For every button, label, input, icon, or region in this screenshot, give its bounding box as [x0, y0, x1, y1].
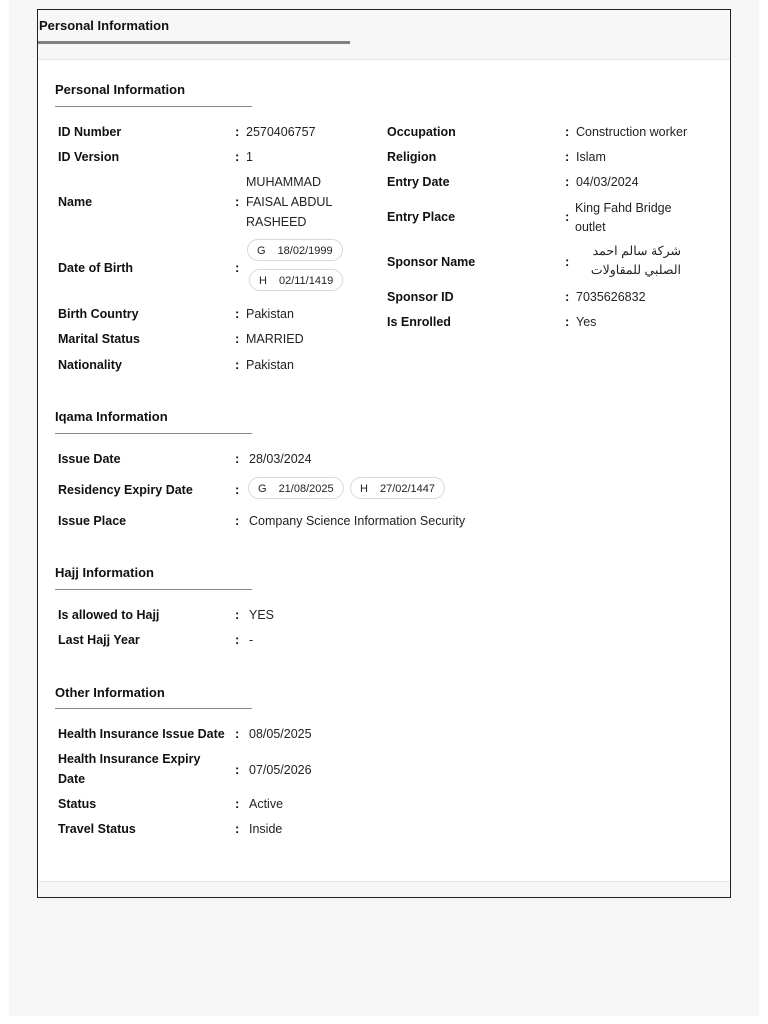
sponsor-id-label: Sponsor ID — [387, 290, 454, 304]
entry-place-label: Entry Place — [387, 210, 456, 224]
hijri-calendar-tag: H — [360, 483, 368, 495]
section-title-other: Other Information — [55, 685, 165, 700]
section-divider — [55, 708, 252, 709]
colon: : — [565, 124, 570, 139]
issue-date-value: 28/03/2024 — [249, 452, 312, 466]
id-version-label: ID Version — [58, 150, 120, 164]
colon: : — [235, 124, 240, 139]
health-insurance-expiry-date-label-line-1: Health Insurance Expiry — [58, 752, 201, 766]
dob-gregorian-badge — [247, 239, 343, 261]
colon: : — [235, 726, 240, 741]
name-value-line-3: RASHEED — [246, 215, 307, 229]
panel-footer — [38, 881, 730, 897]
marital-status-value: MARRIED — [246, 332, 304, 346]
colon: : — [235, 194, 240, 209]
id-number-value: 2570406757 — [246, 125, 316, 139]
entry-date-value: 04/03/2024 — [576, 175, 639, 189]
health-insurance-issue-date-label: Health Insurance Issue Date — [58, 727, 225, 741]
colon: : — [235, 331, 240, 346]
section-title-personal: Personal Information — [55, 82, 186, 97]
section-divider — [55, 433, 252, 434]
name-value-line-1: MUHAMMAD — [246, 175, 321, 189]
colon: : — [565, 254, 570, 269]
colon: : — [235, 513, 240, 528]
health-insurance-expiry-date-label-line-2: Date — [58, 772, 86, 786]
colon: : — [235, 821, 240, 836]
residency-expiry-gregorian-date: 21/08/2025 — [278, 483, 334, 495]
colon: : — [565, 149, 570, 164]
issue-place-label: Issue Place — [58, 514, 127, 528]
colon: : — [235, 796, 240, 811]
religion-label: Religion — [387, 150, 437, 164]
is-enrolled-label: Is Enrolled — [387, 315, 451, 329]
gregorian-calendar-tag: G — [258, 483, 267, 495]
colon: : — [235, 762, 240, 777]
section-divider — [55, 106, 252, 107]
residency-expiry-hijri-date: 27/02/1447 — [379, 483, 436, 495]
status-label: Status — [58, 797, 97, 811]
residency-expiry-date-label: Residency Expiry Date — [58, 483, 193, 497]
residency-expiry-gregorian-badge — [248, 477, 344, 499]
issue-place-value: Company Science Information Security — [249, 514, 466, 528]
id-version-value: 1 — [246, 150, 253, 164]
id-number-label: ID Number — [58, 125, 122, 139]
dob-hijri-badge — [249, 269, 343, 291]
birth-country-value: Pakistan — [246, 307, 294, 321]
colon: : — [235, 306, 240, 321]
colon: : — [235, 149, 240, 164]
last-hajj-year-label: Last Hajj Year — [58, 633, 140, 647]
colon: : — [235, 451, 240, 466]
sponsor-id-value: 7035626832 — [576, 290, 646, 304]
panel-title: Personal Information — [39, 18, 170, 33]
sponsor-name-label: Sponsor Name — [387, 255, 476, 269]
occupation-value: Construction worker — [576, 125, 688, 139]
issue-date-label: Issue Date — [58, 452, 121, 466]
travel-status-value: Inside — [249, 822, 283, 836]
travel-status-label: Travel Status — [58, 822, 136, 836]
dob-gregorian-date: 18/02/1999 — [277, 245, 333, 257]
dob-hijri-date: 02/11/1419 — [278, 275, 334, 287]
is-enrolled-value: Yes — [576, 315, 597, 329]
last-hajj-year-value: - — [249, 633, 254, 647]
colon: : — [565, 314, 570, 329]
health-insurance-issue-date-value: 08/05/2025 — [249, 727, 312, 741]
marital-status-label: Marital Status — [58, 332, 140, 346]
birth-country-label: Birth Country — [58, 307, 139, 321]
colon: : — [235, 607, 240, 622]
sponsor-name-value-line-1: شركة سالم احمد — [592, 244, 681, 258]
religion-value: Islam — [576, 150, 606, 164]
nationality-label: Nationality — [58, 358, 122, 372]
allowed-to-hajj-label: Is allowed to Hajj — [58, 608, 160, 622]
occupation-label: Occupation — [387, 125, 456, 139]
gregorian-calendar-tag: G — [257, 245, 266, 257]
section-title-iqama: Iqama Information — [55, 409, 168, 424]
sponsor-name-value-line-2: الصلبي للمقاولات — [590, 263, 681, 277]
colon: : — [235, 632, 240, 647]
colon: : — [235, 482, 240, 497]
section-title-hajj: Hajj Information — [55, 565, 154, 580]
name-value-line-2: FAISAL ABDUL — [246, 195, 333, 209]
entry-place-value-line-1: King Fahd Bridge — [575, 201, 672, 215]
colon: : — [565, 174, 570, 189]
colon: : — [565, 289, 570, 304]
entry-date-label: Entry Date — [387, 175, 450, 189]
nationality-value: Pakistan — [246, 358, 294, 372]
personal-information-panel — [37, 9, 731, 898]
panel-header — [38, 10, 730, 60]
active-tab-indicator — [38, 41, 350, 44]
date-of-birth-label: Date of Birth — [58, 261, 133, 275]
allowed-to-hajj-value: YES — [249, 608, 275, 622]
colon: : — [235, 357, 240, 372]
health-insurance-expiry-date-value: 07/05/2026 — [249, 763, 312, 777]
hijri-calendar-tag: H — [259, 275, 267, 287]
residency-expiry-hijri-badge — [350, 477, 445, 499]
name-label: Name — [58, 195, 93, 209]
colon: : — [235, 260, 240, 275]
status-value: Active — [249, 797, 284, 811]
section-divider — [55, 589, 252, 590]
colon: : — [565, 209, 570, 224]
entry-place-value-line-2: outlet — [575, 220, 606, 234]
